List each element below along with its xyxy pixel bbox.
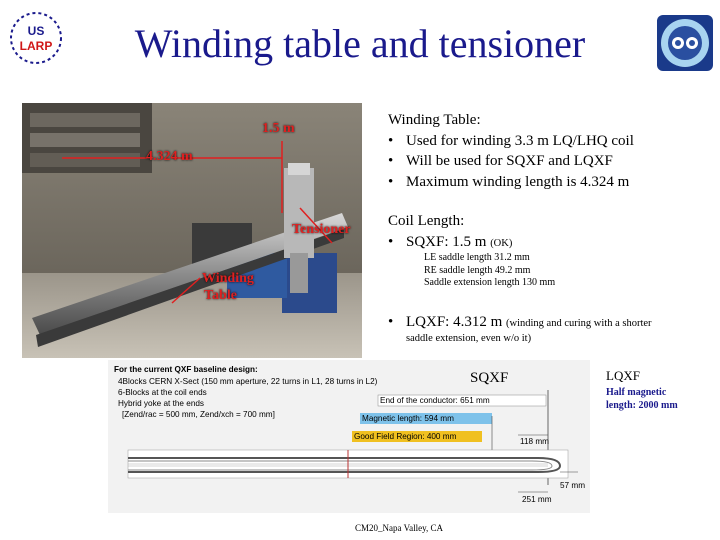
winding-table-annotation-1: Winding (202, 271, 254, 286)
sqxf-length-bullet (388, 232, 718, 255)
sqxf-label: SQXF (470, 370, 509, 386)
sqxf-length: SQXF: 1.5 m (406, 233, 487, 250)
winding-table-heading: Winding Table: (388, 112, 481, 128)
lqxf-label: LQXF (606, 368, 640, 383)
diagram-heading: For the current QXF baseline design: (114, 365, 258, 374)
winding-table-annotation-2: Table (204, 288, 237, 303)
logo-text-us: US (27, 24, 45, 38)
tensioner-annotation: Tensioner (292, 222, 351, 237)
height-annotation: 1.5 m (262, 121, 295, 136)
winding-table-bullet: • Used for winding 3.3 m LQ/LHQ coil (388, 131, 718, 152)
lqxf-sub-line-1: Half magnetic (606, 387, 667, 398)
diagram-bullet: 4Blocks CERN X-Sect (150 mm aperture, 22 turns in L1, 28 turns in L2) (118, 377, 378, 386)
us-larp-logo (6, 8, 66, 68)
good-field-region-label: Good Field Region: 400 mm (354, 432, 457, 441)
lqxf-length-bullet (388, 312, 718, 335)
magnetic-length-label: Magnetic length: 594 mm (362, 414, 454, 423)
lqxf-half-magnetic-length (606, 386, 678, 412)
lqxf-length-note: (winding and curing with a shorter (506, 318, 652, 329)
le-saddle-length: LE saddle length 31.2 mm (424, 252, 530, 263)
coil-end-diagram (108, 360, 590, 513)
winding-table-photo (22, 103, 362, 358)
re-saddle-length: RE saddle length 49.2 mm (424, 264, 531, 276)
dim-118-label: 118 mm (520, 437, 549, 446)
dim-251-label: 251 mm (522, 495, 552, 504)
length-annotation: 4.324 m (146, 149, 193, 164)
page-title: Winding table and tensioner (134, 21, 586, 66)
winding-table-bullet: • Maximum winding length is 4.324 m (388, 172, 718, 193)
coil-length-heading: Coil Length: (388, 213, 465, 229)
footer-text: CM20_Napa Valley, CA (355, 523, 443, 533)
winding-table-bullet: • Will be used for SQXF and LQXF (388, 151, 718, 172)
sqxf-details (424, 252, 555, 290)
winding-table-section (388, 110, 718, 192)
diagram-zlimits: [Zend/rac = 500 mm, Zend/xch = 700 mm] (122, 410, 275, 419)
diagram-bullet: Hybrid yoke at the ends (118, 399, 205, 408)
saddle-extension-length: Saddle extension length 130 mm (424, 277, 556, 288)
logo-text-larp: LARP (19, 39, 53, 53)
lqxf-length-section (388, 312, 718, 335)
sqxf-length-note: (OK) (490, 237, 513, 249)
diagram-bullet: 6-Blocks at the coil ends (118, 388, 207, 397)
coil-length-section (388, 211, 718, 254)
end-of-conductor-label: End of the conductor: 651 mm (380, 396, 490, 405)
dim-57-label: 57 mm (560, 481, 586, 490)
cross-section-logo (654, 12, 716, 74)
lqxf-sub-line-2: length: 2000 mm (606, 400, 678, 411)
lqxf-length: LQXF: 4.312 m (406, 314, 503, 330)
lqxf-length-note-cont: saddle extension, even w/o it) (406, 333, 532, 344)
